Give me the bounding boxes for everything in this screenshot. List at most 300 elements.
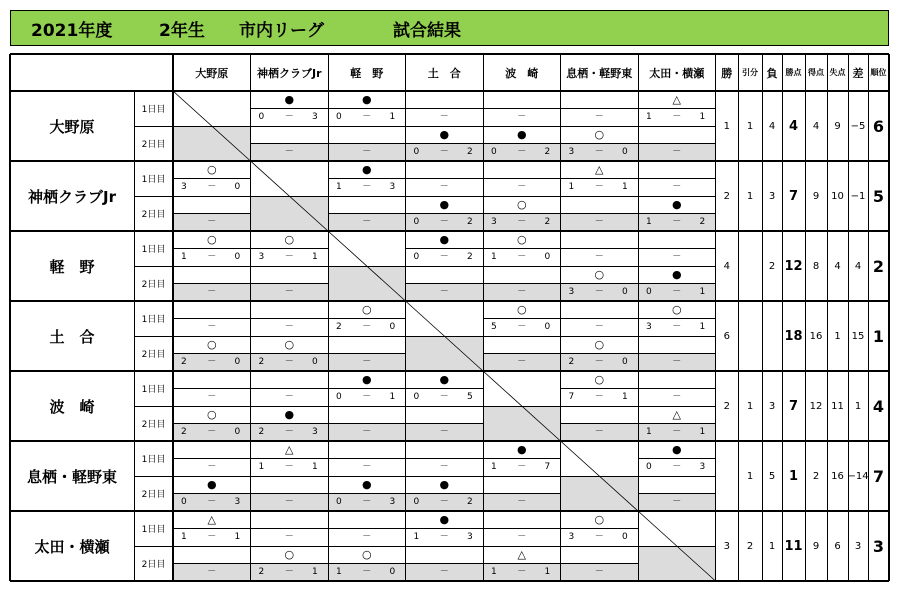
column-header-stat: 負 — [766, 66, 778, 80]
score-for: 2 — [258, 427, 265, 437]
score-against: 3 — [312, 427, 318, 437]
result-mark: ○ — [594, 373, 605, 386]
result-mark: ● — [284, 408, 295, 421]
no-result-mark: － — [439, 567, 449, 577]
team-name: 神栖クラブJr — [28, 187, 116, 206]
result-mark: ○ — [361, 303, 372, 316]
score-dash: － — [517, 322, 527, 332]
column-header-stat: 勝点 — [785, 68, 802, 77]
team-name: 太田・横瀬 — [34, 537, 110, 556]
score-dash: － — [284, 462, 294, 472]
stat-cell — [716, 441, 739, 511]
stat-cell: 1 — [854, 400, 862, 412]
team-name: 軽 野 — [49, 257, 95, 276]
score-for: 3 — [568, 532, 575, 542]
result-mark: ● — [671, 268, 682, 281]
title-league: 市内リーグ — [239, 21, 324, 41]
day1-label: 1日目 — [141, 105, 166, 115]
score-dash: － — [439, 252, 449, 262]
stat-cell: −1 — [850, 190, 866, 202]
stat-cell: 16 — [809, 330, 823, 342]
stat-cell: −5 — [850, 120, 866, 132]
result-mark: ○ — [206, 163, 217, 176]
day2-label: 2日目 — [141, 280, 166, 290]
score-dash: － — [517, 217, 527, 227]
result-mark: ● — [439, 478, 450, 491]
grid-line — [134, 126, 716, 127]
result-mark: △ — [672, 93, 681, 106]
score-for: 2 — [568, 357, 575, 367]
score-for: 1 — [258, 462, 265, 472]
no-result-mark: － — [672, 147, 682, 157]
stat-cell: 2 — [723, 400, 730, 412]
score-dash: － — [594, 392, 604, 402]
result-mark: ○ — [516, 233, 527, 246]
score-dash: － — [672, 322, 682, 332]
result-mark: △ — [285, 443, 294, 456]
score-dash: － — [517, 252, 527, 262]
score-for: 3 — [568, 287, 575, 297]
score-for: 2 — [258, 357, 265, 367]
stat-cell: 1 — [746, 470, 754, 482]
no-result-mark: － — [362, 147, 372, 157]
no-result-mark: － — [362, 462, 372, 472]
team-name: 大野原 — [49, 117, 95, 136]
no-result-mark: － — [439, 287, 449, 297]
stat-cell: 16 — [831, 470, 844, 482]
score-against: 1 — [699, 287, 706, 297]
day1-label: 1日目 — [141, 245, 166, 255]
result-mark: ● — [516, 443, 527, 456]
result-mark: ● — [439, 198, 450, 211]
no-result-mark: － — [594, 112, 604, 122]
stat-cell: 3 — [723, 540, 730, 552]
score-for: 7 — [568, 392, 575, 402]
score-dash: － — [594, 147, 604, 157]
score-against: 0 — [622, 532, 628, 542]
result-mark: ○ — [206, 338, 217, 351]
score-for: 1 — [336, 182, 342, 192]
result-mark: ● — [439, 128, 450, 141]
column-header-team: 大野原 — [195, 66, 229, 80]
score-for: 1 — [491, 567, 497, 577]
score-against: 1 — [699, 427, 706, 437]
no-result-mark: － — [207, 567, 217, 577]
score-against: 7 — [544, 462, 551, 472]
score-dash: － — [207, 357, 217, 367]
score-for: 0 — [413, 497, 420, 507]
result-mark: ○ — [284, 338, 295, 351]
title-grade: 2年生 — [159, 21, 205, 41]
result-mark: ○ — [594, 338, 605, 351]
score-against: 0 — [312, 357, 318, 367]
score-for: 1 — [413, 532, 420, 542]
stat-cell: 2 — [812, 470, 820, 482]
stat-cell: 12 — [809, 400, 823, 412]
no-result-mark: － — [284, 497, 294, 507]
score-dash: － — [207, 182, 217, 192]
day2-label: 2日目 — [141, 140, 166, 150]
score-against: 0 — [622, 357, 628, 367]
result-mark: ● — [439, 233, 450, 246]
stat-cell: 8 — [812, 260, 820, 272]
no-result-mark: － — [439, 462, 449, 472]
score-for: 0 — [181, 497, 187, 507]
stat-cell: 10 — [831, 190, 844, 202]
stat-cell: 6 — [872, 116, 885, 136]
grid-line — [134, 476, 716, 477]
score-against: 3 — [389, 182, 396, 192]
no-result-mark: － — [362, 427, 372, 437]
score-against: 1 — [312, 252, 318, 262]
grid-line — [134, 196, 716, 197]
column-header-stat: 引分 — [742, 68, 758, 77]
score-for: 1 — [181, 532, 187, 542]
score-against: 0 — [389, 567, 396, 577]
score-for: 3 — [491, 217, 497, 227]
result-mark: ● — [671, 198, 682, 211]
day2-label: 2日目 — [141, 210, 166, 220]
score-dash: － — [362, 497, 372, 507]
no-result-mark: － — [594, 567, 604, 577]
score-for: 0 — [491, 147, 497, 157]
no-result-mark: － — [362, 217, 372, 227]
stat-cell: 18 — [784, 328, 803, 344]
self-match-shade — [173, 126, 251, 161]
score-against: 1 — [622, 182, 628, 192]
no-result-mark: － — [594, 217, 604, 227]
stat-cell: 4 — [872, 396, 885, 416]
score-for: 1 — [646, 112, 652, 122]
stat-cell: 3 — [872, 536, 885, 556]
stat-cell: 12 — [784, 258, 803, 274]
no-result-mark: － — [517, 497, 527, 507]
no-result-mark: － — [362, 357, 372, 367]
no-result-mark: － — [284, 287, 294, 297]
column-header-stat: 得点 — [808, 68, 824, 77]
day1-label: 1日目 — [141, 175, 166, 185]
day2-label: 2日目 — [141, 420, 166, 430]
self-match-shade — [328, 266, 406, 301]
title-bar — [10, 10, 889, 46]
title-year: 2021年度 — [31, 21, 113, 41]
score-dash: － — [594, 287, 604, 297]
score-for: 1 — [491, 462, 497, 472]
result-mark: ● — [361, 478, 372, 491]
no-result-mark: － — [284, 147, 294, 157]
result-mark: ● — [284, 93, 295, 106]
result-mark: ○ — [594, 128, 605, 141]
stat-cell: 2 — [723, 190, 730, 202]
score-for: 0 — [413, 217, 420, 227]
score-dash: － — [284, 567, 294, 577]
result-mark: ● — [361, 163, 372, 176]
no-result-mark: － — [439, 182, 449, 192]
stat-cell: 9 — [812, 190, 820, 202]
score-against: 3 — [234, 497, 241, 507]
score-for: 3 — [646, 322, 652, 332]
self-match-shade — [251, 196, 329, 231]
day1-label: 1日目 — [141, 385, 166, 395]
score-dash: － — [672, 287, 682, 297]
day2-label: 2日目 — [141, 560, 166, 570]
score-against: 3 — [312, 112, 318, 122]
score-dash: － — [439, 392, 449, 402]
score-against: 0 — [234, 252, 241, 262]
score-dash: － — [284, 252, 294, 262]
grid-line — [134, 406, 716, 407]
grid-line — [134, 336, 716, 337]
score-for: 0 — [336, 497, 342, 507]
score-dash: － — [517, 147, 527, 157]
score-against: 1 — [312, 462, 318, 472]
column-header-team: 波 崎 — [505, 66, 539, 80]
score-for: 1 — [568, 182, 575, 192]
stat-cell: 3 — [768, 400, 776, 412]
stat-cell: 3 — [854, 540, 862, 552]
score-against: 0 — [234, 427, 241, 437]
score-dash: － — [362, 322, 372, 332]
result-mark: ● — [361, 93, 372, 106]
self-match-shade — [406, 336, 484, 371]
no-result-mark: － — [517, 357, 527, 367]
score-for: 3 — [258, 252, 265, 262]
score-for: 1 — [491, 252, 497, 262]
stat-cell: 7 — [788, 398, 799, 414]
score-dash: － — [594, 532, 604, 542]
stat-cell: 4 — [788, 118, 799, 134]
stat-cell: 1 — [746, 120, 754, 132]
stat-cell: 1 — [872, 326, 885, 346]
result-mark: ○ — [671, 303, 682, 316]
score-against: 2 — [544, 217, 551, 227]
column-header-team: 軽 野 — [350, 66, 384, 80]
stat-cell: 6 — [834, 540, 841, 552]
column-header-team: 神栖クラブJr — [256, 66, 322, 80]
day1-label: 1日目 — [141, 315, 166, 325]
score-dash: － — [439, 217, 449, 227]
no-result-mark: － — [207, 322, 217, 332]
score-against: 0 — [622, 147, 628, 157]
no-result-mark: － — [284, 322, 294, 332]
no-result-mark: － — [517, 182, 527, 192]
result-mark: ● — [516, 128, 527, 141]
score-against: 1 — [389, 112, 396, 122]
column-header-team: 太田・横瀬 — [649, 66, 705, 80]
score-dash: － — [439, 147, 449, 157]
result-mark: ○ — [516, 303, 527, 316]
score-against: 1 — [389, 392, 396, 402]
stat-cell: 1 — [788, 468, 799, 484]
score-against: 2 — [467, 147, 473, 157]
title-result: 試合結果 — [393, 21, 461, 41]
score-against: 3 — [699, 462, 706, 472]
score-against: 2 — [467, 497, 473, 507]
self-match-shade — [483, 406, 561, 441]
stat-cell — [738, 231, 762, 301]
stat-cell: 4 — [854, 260, 862, 272]
score-for: 1 — [646, 217, 652, 227]
score-dash: － — [362, 567, 372, 577]
score-dash: － — [362, 392, 372, 402]
result-mark: △ — [207, 513, 216, 526]
score-dash: － — [284, 357, 294, 367]
result-mark: ○ — [206, 408, 217, 421]
stat-cell: 1 — [768, 540, 776, 552]
stat-cell: 7 — [872, 466, 885, 486]
score-dash: － — [284, 112, 294, 122]
stat-cell: 5 — [872, 186, 885, 206]
grid-line — [134, 266, 716, 267]
stat-cell: 4 — [723, 260, 730, 272]
stat-cell: 2 — [872, 256, 885, 276]
stat-cell: 11 — [784, 538, 803, 554]
team-name: 波 崎 — [49, 397, 95, 416]
no-result-mark: － — [284, 392, 294, 402]
stat-cell: 3 — [768, 190, 776, 202]
result-mark: ● — [439, 513, 450, 526]
score-dash: － — [517, 462, 527, 472]
result-mark: ○ — [206, 233, 217, 246]
column-header-stat: 失点 — [829, 68, 846, 77]
grid-line — [134, 546, 716, 547]
stat-cell — [738, 301, 762, 371]
no-result-mark: － — [207, 287, 217, 297]
result-mark: ● — [671, 443, 682, 456]
score-for: 0 — [646, 287, 652, 297]
score-dash: － — [362, 112, 372, 122]
score-for: 5 — [491, 322, 497, 332]
score-for: 0 — [646, 462, 652, 472]
score-for: 0 — [336, 392, 342, 402]
stat-cell: 15 — [851, 330, 865, 342]
score-for: 2 — [181, 357, 187, 367]
no-result-mark: － — [672, 392, 682, 402]
stat-cell: 2 — [768, 260, 776, 272]
stat-cell: −14 — [847, 470, 869, 482]
score-dash: － — [439, 532, 449, 542]
result-mark: △ — [595, 163, 604, 176]
score-for: 3 — [181, 182, 187, 192]
column-header-team: 息栖・軽野東 — [566, 66, 633, 80]
no-result-mark: － — [207, 462, 217, 472]
score-against: 2 — [699, 217, 706, 227]
score-for: 2 — [336, 322, 342, 332]
score-dash: － — [594, 357, 604, 367]
score-for: 2 — [181, 427, 187, 437]
score-dash: － — [362, 182, 372, 192]
no-result-mark: － — [594, 322, 604, 332]
score-for: 0 — [336, 112, 342, 122]
result-mark: ○ — [516, 198, 527, 211]
score-against: 2 — [467, 252, 473, 262]
no-result-mark: － — [517, 287, 527, 297]
score-dash: － — [594, 182, 604, 192]
team-name: 息栖・軽野東 — [26, 467, 117, 486]
score-against: 3 — [467, 532, 473, 542]
result-mark: ● — [361, 373, 372, 386]
score-against: 1 — [234, 532, 241, 542]
score-against: 0 — [544, 252, 551, 262]
column-header-stat: 勝 — [721, 66, 733, 80]
result-mark: ● — [439, 373, 450, 386]
no-result-mark: － — [439, 427, 449, 437]
no-result-mark: － — [672, 252, 682, 262]
stat-cell: 9 — [834, 120, 841, 132]
score-against: 1 — [312, 567, 318, 577]
stat-cell: 1 — [834, 330, 841, 342]
no-result-mark: － — [594, 252, 604, 262]
score-against: 0 — [544, 322, 551, 332]
stat-cell: 4 — [834, 260, 841, 272]
score-for: 1 — [336, 567, 342, 577]
no-result-mark: － — [517, 112, 527, 122]
score-for: 0 — [258, 112, 265, 122]
score-dash: － — [672, 112, 682, 122]
no-result-mark: － — [672, 182, 682, 192]
score-dash: － — [439, 497, 449, 507]
score-dash: － — [672, 427, 682, 437]
score-dash: － — [517, 567, 527, 577]
result-mark: ○ — [284, 548, 295, 561]
stat-cell: 11 — [831, 400, 844, 412]
column-header-stat: 差 — [852, 66, 864, 80]
score-against: 2 — [544, 147, 551, 157]
score-dash: － — [207, 427, 217, 437]
column-header-stat: 順位 — [870, 68, 887, 77]
score-dash: － — [207, 532, 217, 542]
no-result-mark: － — [362, 532, 372, 542]
score-for: 1 — [181, 252, 187, 262]
score-against: 2 — [467, 217, 473, 227]
no-result-mark: － — [594, 427, 604, 437]
day1-label: 1日目 — [141, 455, 166, 465]
score-against: 1 — [699, 322, 706, 332]
score-dash: － — [207, 497, 217, 507]
stat-cell: 6 — [723, 330, 730, 342]
score-for: 3 — [568, 147, 575, 157]
day1-label: 1日目 — [141, 525, 166, 535]
stat-cell: 2 — [746, 540, 754, 552]
stat-cell: 4 — [768, 120, 776, 132]
no-result-mark: － — [284, 532, 294, 542]
score-against: 1 — [699, 112, 706, 122]
no-result-mark: － — [439, 112, 449, 122]
stat-cell — [762, 301, 782, 371]
stat-cell: 1 — [746, 400, 754, 412]
no-result-mark: － — [207, 217, 217, 227]
stat-cell: 9 — [812, 540, 820, 552]
result-mark: ○ — [361, 548, 372, 561]
team-name: 土 合 — [49, 327, 95, 346]
no-result-mark: － — [517, 532, 527, 542]
stat-cell: 7 — [788, 188, 799, 204]
score-for: 0 — [413, 392, 420, 402]
score-against: 0 — [234, 357, 241, 367]
result-mark: ○ — [594, 268, 605, 281]
no-result-mark: － — [672, 357, 682, 367]
self-match-shade — [561, 476, 639, 511]
stat-cell: 1 — [723, 120, 730, 132]
score-dash: － — [672, 217, 682, 227]
score-against: 0 — [389, 322, 396, 332]
no-result-mark: － — [672, 497, 682, 507]
column-header-team: 土 合 — [427, 66, 461, 80]
stat-cell: 1 — [746, 190, 754, 202]
score-against: 5 — [467, 392, 473, 402]
score-for: 1 — [646, 427, 652, 437]
stat-cell: 4 — [812, 120, 820, 132]
